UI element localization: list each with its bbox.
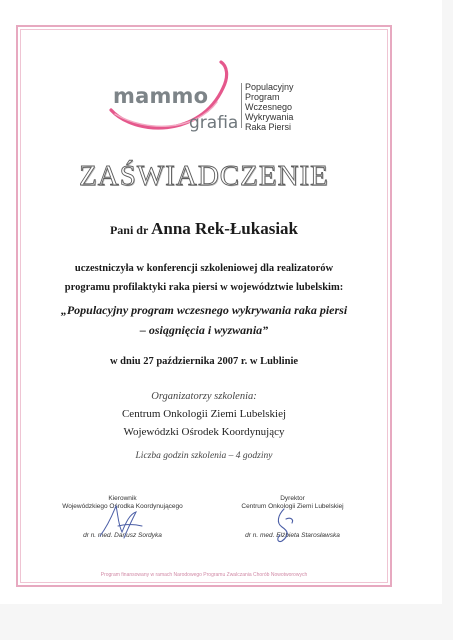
signer-name: dr n. med. Elżbieta Starosławska bbox=[245, 532, 340, 539]
organizer-line: Wojewódzki Ośrodek Koordynujący bbox=[123, 426, 285, 438]
participation-line: programu profilaktyki raka piersi w województwie lubelskim: bbox=[64, 282, 344, 293]
signer-role: Dyrektor bbox=[280, 495, 305, 502]
recipient-name: Anna Rek-Łukasiak bbox=[151, 219, 299, 238]
recipient bbox=[0, 219, 408, 239]
logo-mammo-text: mammo bbox=[113, 84, 209, 108]
logo-tagline-line: Wykrywania bbox=[245, 112, 294, 122]
conference-title-line: – osiągnięcia i wyzwania” bbox=[139, 323, 269, 337]
training-hours: Liczba godzin szkolenia – 4 godziny bbox=[135, 451, 273, 461]
signer-name: dr n. med. Dariusz Sordyka bbox=[83, 532, 162, 539]
organizer-line: Centrum Onkologii Ziemi Lubelskiej bbox=[121, 408, 287, 420]
footer-note: Program finansowany w ramach Narodowego Programu Zwalczania Chorób Nowotworowych bbox=[100, 572, 308, 578]
logo-tagline-line: Populacyjny bbox=[245, 82, 294, 92]
recipient-prefix: Pani dr bbox=[109, 223, 149, 237]
participation-text bbox=[0, 259, 408, 297]
logo-divider bbox=[241, 83, 242, 128]
handwritten-signature-right bbox=[270, 505, 300, 545]
logo-grafia-text: grafia bbox=[189, 113, 239, 133]
logo-tagline-line: Wczesnego bbox=[245, 102, 293, 112]
certificate-title: ZAŚWIADCZENIE bbox=[79, 160, 329, 192]
logo-tagline bbox=[245, 82, 325, 132]
organizers bbox=[0, 405, 408, 441]
mammografia-logo bbox=[105, 58, 320, 138]
organizers-label: Organizatorzy szkolenia: bbox=[151, 391, 257, 402]
conference-date: w dniu 27 października 2007 r. w Lublinie bbox=[109, 356, 299, 367]
conference-title bbox=[0, 300, 408, 340]
handwritten-signature-left bbox=[92, 500, 152, 542]
logo-tagline-line: Program bbox=[245, 92, 280, 102]
logo-tagline-line: Raka Piersi bbox=[245, 122, 292, 132]
conference-title-line: „Populacyjny program wczesnego wykrywania raka piersi bbox=[60, 303, 348, 317]
signer-role: Centrum Onkologii Ziemi Lubelskiej bbox=[241, 503, 344, 510]
participation-line: uczestniczyła w konferencji szkoleniowej dla realizatorów bbox=[74, 263, 334, 274]
signer-role: Wojewódzkiego Ośrodka Koordynującego bbox=[62, 503, 183, 510]
signer-role: Kierownik bbox=[108, 495, 137, 502]
